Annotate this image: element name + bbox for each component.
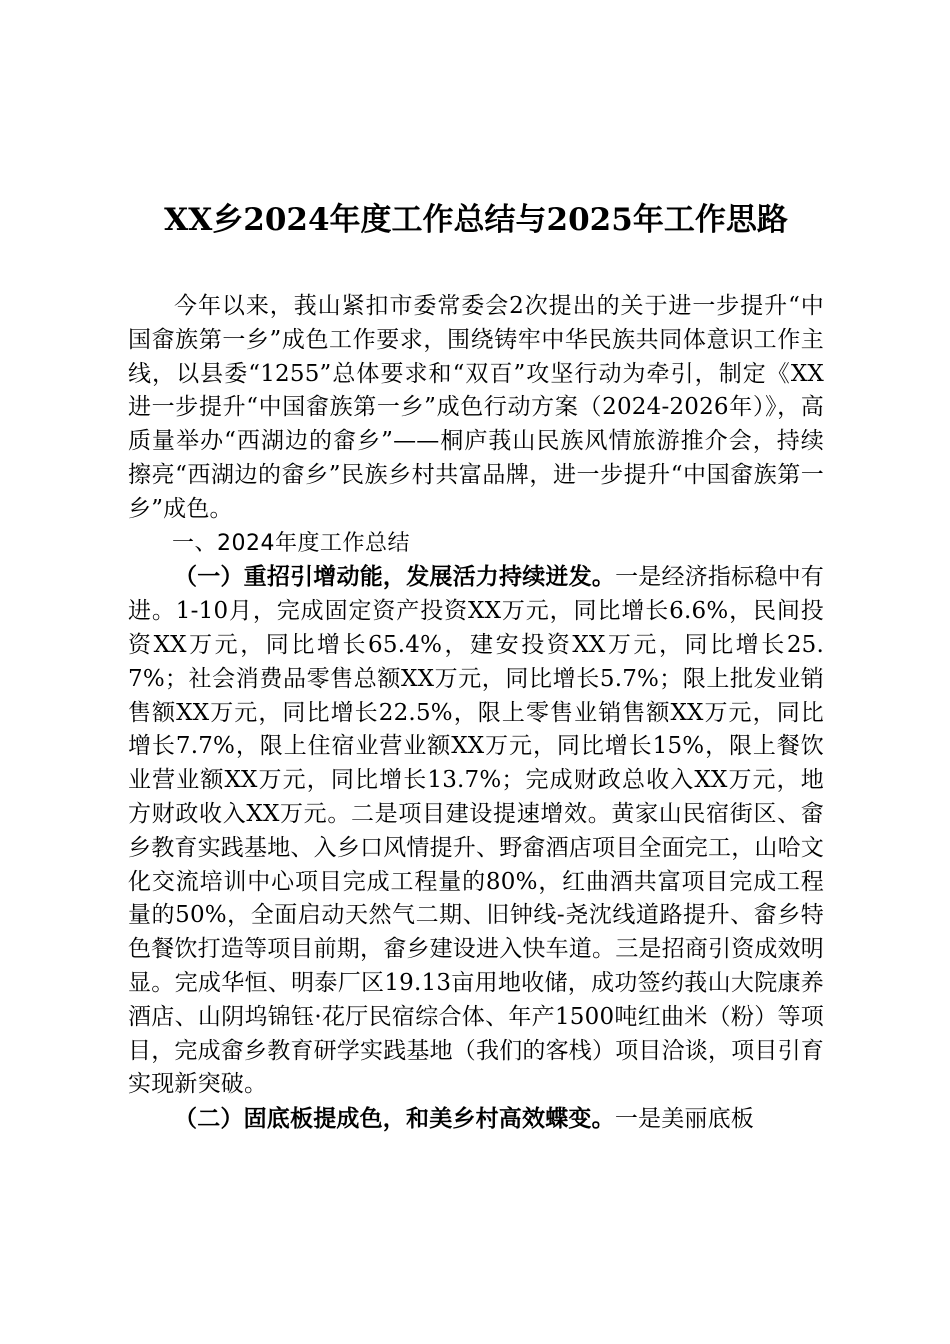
subsection-1-text: 一是经济指标稳中有进。1-10月，完成固定资产投资XX万元，同比增长6.6%，民间投资XX万元，同比增长65.4%，建安投资XX万元，同比增长25.7%；社会消费品零售总额XX万元，同比增长5.7%；限上批发业销售额XX万元，同比增长22.5%，限上零售业销售额XX万元，同比增长7.7%，限上住宿业营业额XX万元，同比增长15%，限上餐饮业营业额XX万元，同比增长13.7%；完成财政总收入XX万元，地方财政收入XX万元。二是项目建设提速增效。黄家山民宿街区、畲乡教育实践基地、入乡口风情提升、野畲酒店项目全面完工，山哈文化交流培训中心项目完成工程量的80%，红曲酒共富项目完成工程量的50%，全面启动天然气二期、旧钟线-尧沈线道路提升、畲乡特色餐饮打造等项目前期，畲乡建设进入快车道。三是招商引资成效明显。完成华恒、明泰厂区19.13亩用地收储，成功签约莪山大院康养酒店、山阴坞锦钰·花厅民宿综合体、年产1500吨红曲米（粉）等项目，完成畲乡教育研学实践基地（我们的客栈）项目洽谈，项目引育实现新突破。 [128, 564, 824, 1098]
document-page [128, 0, 824, 1344]
section-heading-2024-summary: 一、2024年度工作总结 [172, 530, 410, 556]
subsection-2-lead: （二）固底板提成色，和美乡村高效蝶变。 [174, 1105, 615, 1133]
document-title: XX乡2024年度工作总结与2025年工作思路 [164, 202, 788, 238]
document-body [128, 290, 824, 1137]
subsection-1-lead: （一）重招引增动能，发展活力持续迸发。 [174, 563, 616, 591]
intro-paragraph: 今年以来，莪山紧扣市委常委会2次提出的关于进一步提升“中国畲族第一乡”成色工作要求，围绕铸牢中华民族共同体意识工作主线，以县委“1255”总体要求和“双百”攻坚行动为牵引，制定《XX进一步提升“中国畲族第一乡”成色行动方案（2024-2026年）》，高质量举办“西湖边的畲乡”——桐庐莪山民族风情旅游推介会，持续擦亮“西湖边的畲乡”民族乡村共富品牌，进一步提升“中国畲族第一乡”成色。 [128, 293, 824, 522]
subsection-2-text: 一是美丽底板 [614, 1106, 755, 1133]
subsection-1-paragraph [128, 560, 824, 1102]
subsection-2-paragraph [128, 1102, 824, 1137]
